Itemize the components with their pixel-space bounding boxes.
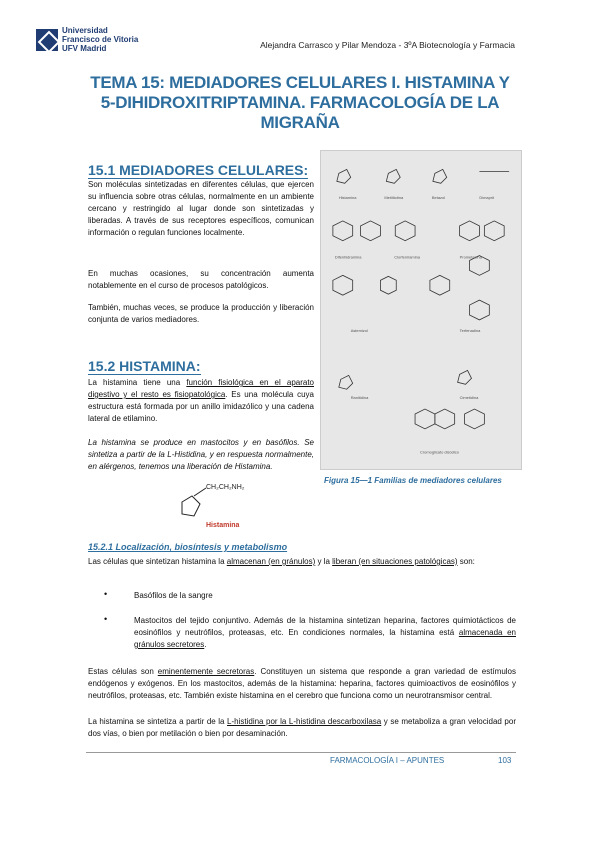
structure-label: Terfenadina xyxy=(459,327,481,333)
logo-icon xyxy=(36,29,58,51)
paragraph: Son moléculas sintetizadas en diferentes células, que ejercen su influencia sobre otras células, normalmente en un ambiente cercano y restringido al lugar donde son sintetizadas y liberadas. A través de sus receptores específicos, comunican información o regulan funciones localmente. xyxy=(88,180,314,237)
subsection-heading: 15.2.1 Localización, biosíntesis y metabolismo xyxy=(88,542,288,552)
bullet-icon: • xyxy=(104,614,108,624)
figure-caption: Figura 15—1 Familias de mediadores celulares xyxy=(324,476,502,485)
university-logo xyxy=(36,26,138,53)
structure-label: Dimaprit xyxy=(479,195,495,201)
header-authors: Alejandra Carrasco y Pilar Mendoza - 3ºA Biotecnología y Farmacia xyxy=(260,40,515,50)
paragraph: La histamina tiene una función fisiológica en el aparato digestivo y el resto es fisiopatológica. Es una molécula cuya estructura está formada por un anillo imidazólico y una cadena lateral de etilamino. xyxy=(88,378,314,423)
section-heading: 15.1 MEDIADORES CELULARES: xyxy=(88,162,309,178)
logo-line: UFV Madrid xyxy=(62,44,107,53)
paragraph: La histamina se produce en mastocitos y en basófilos. Se sintetiza a partir de la L-Histidina, y en respuesta normalmente, en alérgenos, tenemos una liberación de Histamina. xyxy=(88,438,314,471)
bullet-icon: • xyxy=(104,589,108,599)
structure-label: Ranitidina xyxy=(350,395,369,401)
paragraph: También, muchas veces, se produce la producción y liberación conjunta de varios mediadores. xyxy=(88,303,314,324)
page-number: 103 xyxy=(498,756,512,765)
logo-line: Francisco de Vitoria xyxy=(62,35,139,44)
chemical-structures xyxy=(321,151,521,469)
structure-label: Clorfeniramina xyxy=(394,254,420,260)
structure-caption: Histamina xyxy=(206,522,240,529)
structure-label: Histamina xyxy=(338,195,357,201)
paragraph: La histamina se sintetiza a partir de la L-histidina por la L-histidina descarboxilasa y se metaboliza a gran velocidad por dos vías, o bien por metilación o bien por desaminación. xyxy=(88,717,516,738)
section-heading: 15.2 HISTAMINA: xyxy=(88,358,201,374)
mediators-figure xyxy=(320,150,522,470)
paragraph: Las células que sintetizan histamina la almacenan (en gránulos) y la liberan (en situaciones patológicas) son: xyxy=(88,557,475,566)
footer-subject: FARMACOLOGÍA I – APUNTES xyxy=(330,756,445,765)
side-chain-label: CH₂CH₂NH₂ xyxy=(206,484,245,491)
structure-label: Metiltiotina xyxy=(384,195,404,201)
structure-label: Prometazina xyxy=(459,254,482,260)
structure-label: Cimetidina xyxy=(459,395,479,401)
footer-divider xyxy=(86,752,516,753)
list-item: Basófilos de la sangre xyxy=(134,591,213,600)
paragraph: Estas células son eminentemente secretoras. Constituyen un sistema que responde a gran variedad de estímulos endógenos y exógenos. En los mastocitos, además de la histamina: heparina, factores quimioactivos de eosinófilos y neutrófilos, proteasas, etc. También existe histamina en el cerebro que funciona como un neurotransmisor central. xyxy=(88,667,516,700)
structure-label: Difenhidramina xyxy=(334,254,362,260)
list-item: Mastocitos del tejido conjuntivo. Además de la histamina sintetizan heparina, factores quimiotácticos de eosinófilos y neutrófilos, proteasas, etc. En condiciones normales, la histamina está almacenada en gránulos secretores. xyxy=(134,616,516,649)
page-title: TEMA 15: MEDIADORES CELULARES I. HISTAMINA Y 5-DIHIDROXITRIPTAMINA. FARMACOLOGÍA DE LA MIGRAÑA xyxy=(90,73,510,132)
structure-label: Betazol xyxy=(431,195,446,201)
logo-line: Universidad xyxy=(62,26,108,35)
structure-label: Astemizol xyxy=(350,327,368,333)
structure-label: Cromoglicato disódico xyxy=(420,449,459,455)
paragraph: En muchas ocasiones, su concentración aumenta notablemente en el curso de procesos patológicos. xyxy=(88,269,314,290)
